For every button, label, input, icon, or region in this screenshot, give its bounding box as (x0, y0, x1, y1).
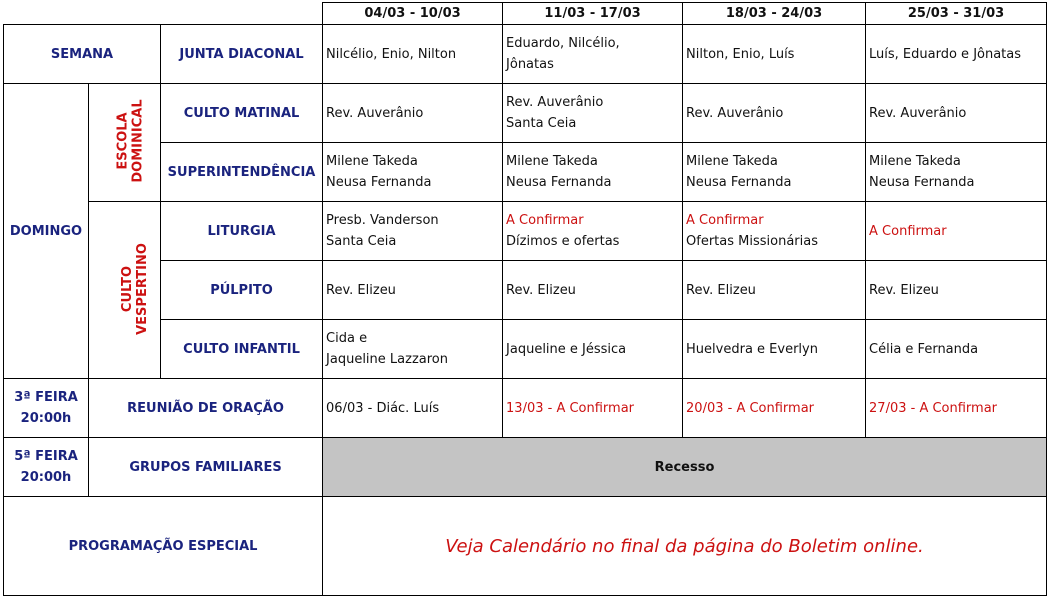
schedule-cell (866, 202, 1047, 261)
schedule-cell (323, 320, 503, 379)
culto-matinal-row (4, 84, 1047, 143)
to-confirm-text: A Confirmar (506, 213, 584, 228)
cell-line: Milene Takeda (869, 154, 961, 169)
escola-dominical-label (89, 84, 161, 202)
to-confirm-text: 13/03 - A Confirmar (506, 400, 635, 416)
schedule-cell (503, 84, 683, 143)
day-text: 3ª FEIRA (14, 390, 78, 405)
cell-line: Rev. Elizeu (506, 282, 576, 298)
cell-line: Presb. Vanderson (326, 213, 439, 228)
schedule-cell (323, 25, 503, 84)
escola-dominical-text (116, 99, 146, 182)
schedule-cell (683, 379, 866, 438)
schedule-cell (323, 261, 503, 320)
schedule-table (3, 2, 1047, 596)
cell-line: Rev. Elizeu (686, 282, 756, 298)
activity-label: GRUPOS FAMILIARES (89, 438, 323, 497)
culto-vespertino-text (120, 243, 150, 335)
liturgia-row (4, 202, 1047, 261)
schedule-cell (866, 261, 1047, 320)
schedule-cell (866, 25, 1047, 84)
cell-line: Neusa Fernanda (869, 175, 975, 190)
cell-line: Ofertas Missionárias (686, 234, 818, 249)
week-header: 25/03 - 31/03 (866, 3, 1047, 25)
cell-line: Rev. Auverânio (686, 105, 784, 121)
schedule-cell (866, 143, 1047, 202)
culto-vespertino-label (89, 202, 161, 379)
cell-line: Milene Takeda (686, 154, 778, 169)
schedule-cell (323, 84, 503, 143)
day-text: 5ª FEIRA (14, 449, 78, 464)
schedule-cell (503, 143, 683, 202)
cell-line: Rev. Elizeu (869, 282, 939, 298)
schedule-cell (683, 202, 866, 261)
programacao-especial-row (4, 497, 1047, 596)
schedule-cell (323, 379, 503, 438)
activity-label: REUNIÃO DE ORAÇÃO (89, 379, 323, 438)
to-confirm-text: 20/03 - A Confirmar (686, 400, 815, 416)
schedule-cell (503, 379, 683, 438)
activity-label: CULTO MATINAL (161, 84, 323, 143)
schedule-cell (323, 202, 503, 261)
recess-cell: Recesso (323, 438, 1047, 497)
culto-infantil-row (4, 320, 1047, 379)
cell-line: Rev. Auverânio (506, 95, 604, 110)
junta-diaconal-row (4, 25, 1047, 84)
special-label: PROGRAMAÇÃO ESPECIAL (4, 497, 323, 596)
vtext-line: ESCOLA (115, 112, 131, 170)
cell-line: Jaqueline Lazzaron (326, 352, 448, 367)
cell-line: Neusa Fernanda (506, 175, 612, 190)
schedule-cell (503, 261, 683, 320)
cell-line: Rev. Auverânio (869, 105, 967, 121)
schedule-cell (503, 320, 683, 379)
schedule-cell (683, 25, 866, 84)
cell-line: Dízimos e ofertas (506, 234, 620, 249)
schedule-cell (866, 84, 1047, 143)
vtext-line: VESPERTINO (134, 242, 150, 335)
cell-line: Huelvedra e Everlyn (686, 341, 818, 357)
quinta-label (4, 438, 89, 497)
cell-line: Eduardo, Nilcélio, (506, 36, 620, 51)
special-note: Veja Calendário no final da página do Boletim online. (323, 497, 1047, 596)
to-confirm-text: A Confirmar (686, 213, 764, 228)
cell-line: Neusa Fernanda (686, 175, 792, 190)
cell-line: Jônatas (506, 57, 554, 72)
activity-label: LITURGIA (161, 202, 323, 261)
activity-label: PÚLPITO (161, 261, 323, 320)
schedule-cell (683, 84, 866, 143)
reuniao-oracao-row (4, 379, 1047, 438)
header-blank (4, 3, 323, 25)
schedule-cell (683, 320, 866, 379)
semana-label: SEMANA (4, 25, 161, 84)
grupos-familiares-row (4, 438, 1047, 497)
week-header: 18/03 - 24/03 (683, 3, 866, 25)
cell-line: Luís, Eduardo e Jônatas (869, 46, 1022, 62)
cell-line: Rev. Elizeu (326, 282, 396, 298)
terca-label (4, 379, 89, 438)
cell-line: Santa Ceia (506, 116, 577, 131)
activity-label: CULTO INFANTIL (161, 320, 323, 379)
schedule-cell (866, 320, 1047, 379)
cell-line: Neusa Fernanda (326, 175, 432, 190)
activity-label: SUPERINTENDÊNCIA (161, 143, 323, 202)
cell-line: 06/03 - Diác. Luís (326, 400, 440, 416)
schedule-cell (503, 25, 683, 84)
week-header: 04/03 - 10/03 (323, 3, 503, 25)
to-confirm-text: A Confirmar (869, 223, 947, 239)
cell-line: Milene Takeda (326, 154, 418, 169)
vtext-line: CULTO (119, 265, 135, 312)
cell-line: Célia e Fernanda (869, 341, 979, 357)
schedule-cell (866, 379, 1047, 438)
schedule-cell (683, 143, 866, 202)
time-text: 20:00h (20, 470, 72, 485)
activity-label: JUNTA DIACONAL (161, 25, 323, 84)
domingo-label: DOMINGO (4, 84, 89, 379)
cell-line: Nilcélio, Enio, Nilton (326, 46, 457, 62)
schedule-cell (683, 261, 866, 320)
cell-line: Santa Ceia (326, 234, 397, 249)
time-text: 20:00h (20, 411, 72, 426)
cell-line: Jaqueline e Jéssica (506, 341, 627, 357)
schedule-cell (323, 143, 503, 202)
to-confirm-text: 27/03 - A Confirmar (869, 400, 998, 416)
vtext-line: DOMINICAL (130, 99, 146, 183)
cell-line: Nilton, Enio, Luís (686, 46, 795, 62)
schedule-cell (503, 202, 683, 261)
cell-line: Rev. Auverânio (326, 105, 424, 121)
week-header-row (4, 3, 1047, 25)
cell-line: Milene Takeda (506, 154, 598, 169)
week-header: 11/03 - 17/03 (503, 3, 683, 25)
cell-line: Cida e (326, 331, 368, 346)
